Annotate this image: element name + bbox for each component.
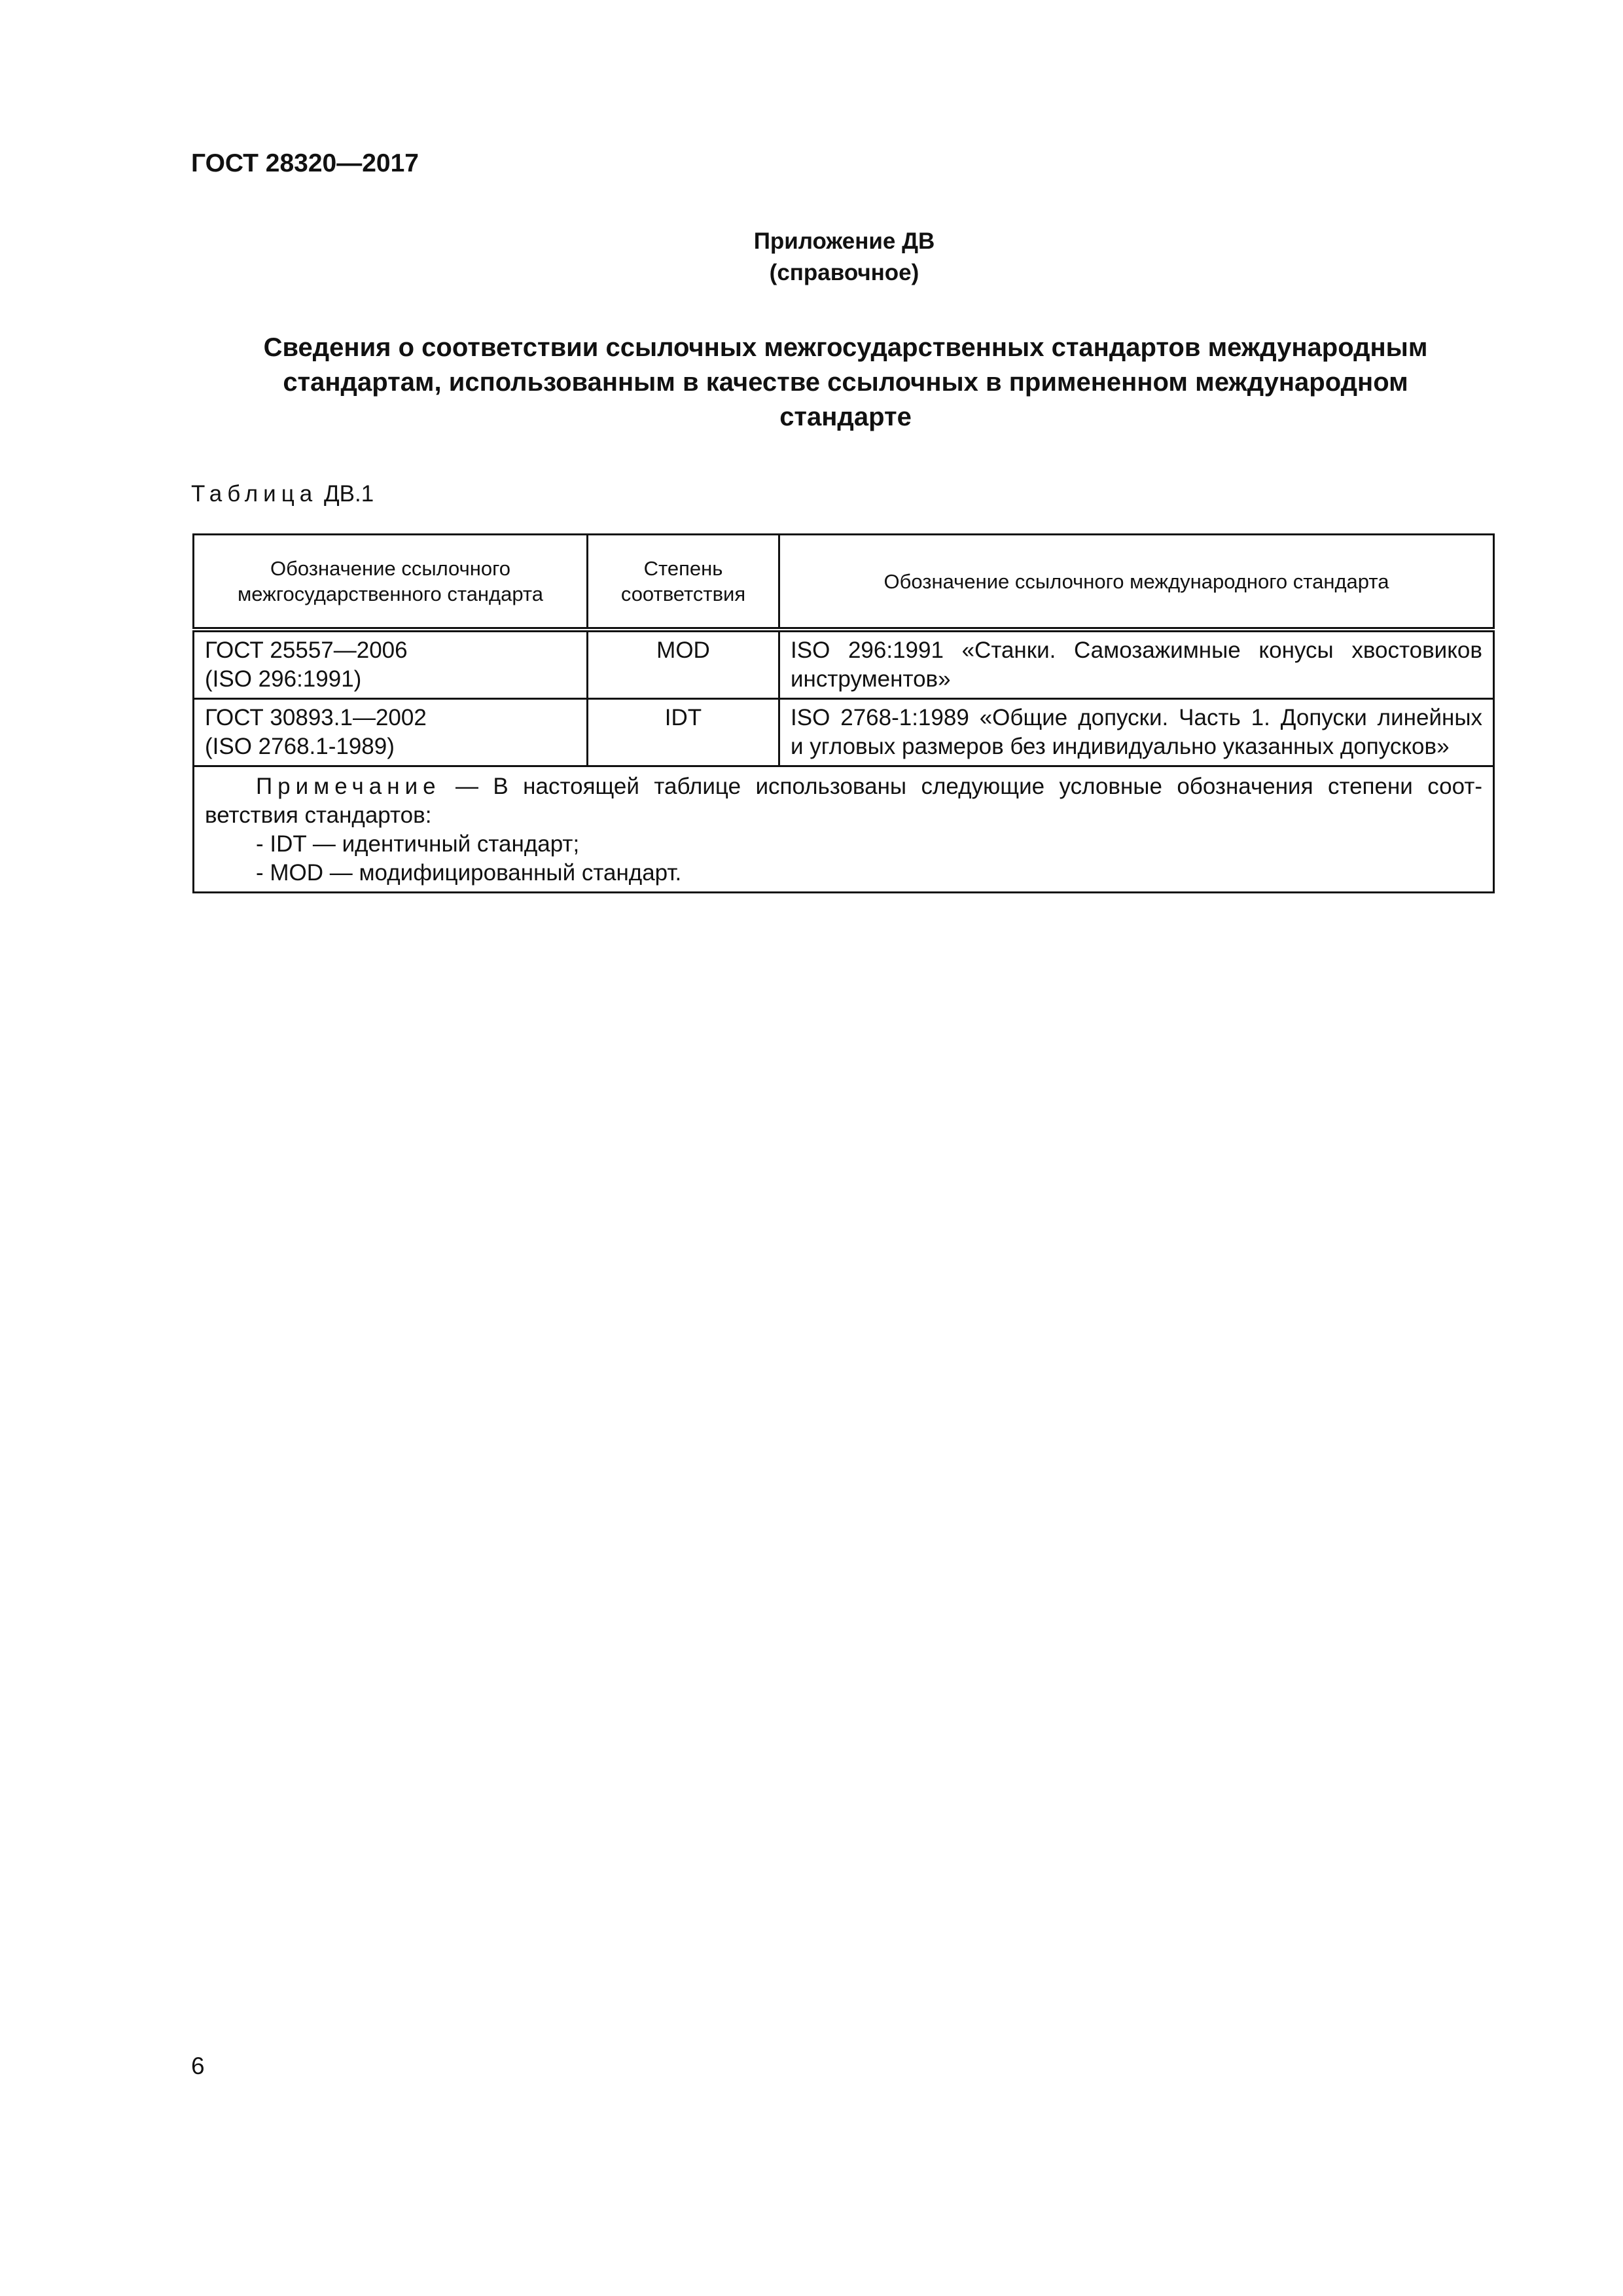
cell-degree: MOD — [588, 630, 779, 699]
title-line-3: стандарте — [779, 403, 912, 431]
cell-intl: ISO 2768-1:1989 «Общие допуски. Часть 1. Допуски линейных и угловых размеров без индивидуально указанных допусков» — [779, 699, 1494, 766]
title-line-2: стандартам, использованным в качестве ссылочных в примененном международном — [283, 368, 1408, 397]
cell-intl: ISO 296:1991 «Станки. Самозажимные конусы хвостовиков инструментов» — [779, 630, 1494, 699]
header-intl-designation: Обозначение ссылочного международного стандарта — [779, 535, 1494, 630]
appendix-type: (справочное) — [769, 260, 919, 285]
table-row — [194, 630, 1494, 699]
title-line-1: Сведения о соответствии ссылочных межгосударственных стандартов международным — [263, 333, 1428, 362]
note-text-2: ветствия стандартов: — [205, 802, 432, 828]
table-caption-number: ДВ.1 — [323, 481, 374, 507]
table-caption-word: Таблица — [191, 481, 318, 507]
table-row — [194, 699, 1494, 766]
standards-table — [192, 533, 1495, 893]
cell-degree: IDT — [588, 699, 779, 766]
note-item-idt: - IDT — идентичный стандарт; — [256, 831, 580, 857]
header-degree: Степень соответствия — [588, 535, 779, 630]
section-title — [191, 331, 1500, 435]
cell-gost: ГОСТ 30893.1—2002 (ISO 2768.1-1989) — [194, 699, 588, 766]
note-label: Примечание — [256, 774, 441, 799]
table-note-row — [194, 766, 1494, 893]
appendix-heading — [0, 226, 1623, 289]
header-gost-designation: Обозначение ссылочного межгосударственного стандарта — [194, 535, 588, 630]
appendix-label: Приложение ДВ — [753, 228, 935, 254]
document-code: ГОСТ 28320—2017 — [191, 149, 419, 177]
cell-gost: ГОСТ 25557—2006 (ISO 296:1991) — [194, 630, 588, 699]
page-number: 6 — [191, 2053, 205, 2079]
note-text-1: — В настоящей таблице использованы следующие условные обозначения степени соот- — [440, 774, 1482, 799]
note-item-mod: - MOD — модифицированный стандарт. — [256, 860, 682, 886]
table-header-row — [194, 535, 1494, 630]
table-caption — [191, 481, 374, 507]
table-note — [194, 766, 1494, 893]
